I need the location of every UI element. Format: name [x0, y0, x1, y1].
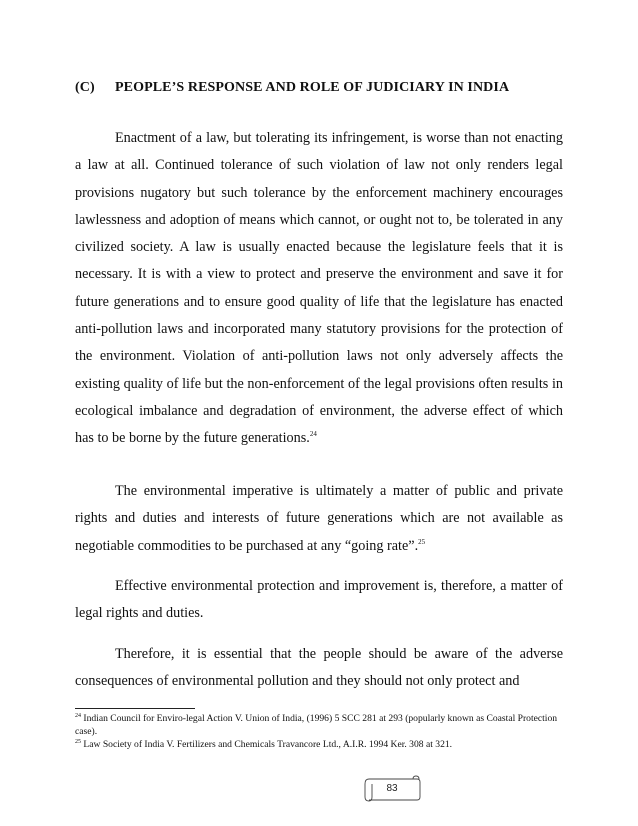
- paragraph-text: Effective environmental protection and improvement is, therefore, a matter of legal rights and duties.: [75, 578, 563, 622]
- footnote-ref: 24: [309, 430, 317, 439]
- paragraph: [75, 125, 563, 453]
- footnote-text: Indian Council for Enviro-legal Action V. Union of India, (1996) 5 SCC 281 at 293 (popularly known as Coastal Protection case).: [75, 713, 558, 737]
- footnote: [75, 738, 563, 751]
- paragraph-text: Therefore, it is essential that the people should be aware of the adverse consequences of environmental pollution and they should not only protect and: [75, 646, 563, 690]
- page-number-scroll: [363, 775, 421, 803]
- footnote-text: Law Society of India V. Fertilizers and Chemicals Travancore Ltd., A.I.R. 1994 Ker. 308 at 321.: [81, 739, 453, 750]
- footnotes: [75, 712, 563, 751]
- paragraph: [75, 478, 563, 560]
- paragraph: [75, 641, 563, 696]
- footnote: [75, 712, 563, 738]
- page-number: 83: [386, 783, 398, 794]
- section-number: (C): [75, 80, 95, 95]
- footnote-mark: 24: [75, 713, 81, 719]
- paragraph-text: Enactment of a law, but tolerating its infringement, is worse than not enacting a law at all. Continued tolerance of such violation of law not only renders legal provisions nugatory but such tolerance by the enforcement machinery encourages lawlessness and adoption of means which cannot, or ought not to, be tolerated in any civilized society. A law is usually enacted because the legislature feels that it is necessary. It is with a view to protect and preserve the environment and save it for future generations and to ensure good quality of life that the legislature has enacted anti-pollution laws and incorporated many statutory provisions for the protection of the environment. Violation of anti-pollution laws not only adversely affects the existing quality of life but the non-enforcement of the legal provisions often results in ecological imbalance and degradation of environment, the adverse effect of which has to be borne by the future generations.: [75, 130, 563, 447]
- paragraph-text: The environmental imperative is ultimately a matter of public and private rights and duties and interests of future generations which are not available as negotiable commodities to be purchased at any “going rate”.: [75, 483, 563, 554]
- section-heading: [75, 80, 563, 96]
- footnote-mark: 25: [75, 739, 81, 745]
- paragraph: [75, 573, 563, 628]
- footnote-divider: [75, 708, 195, 709]
- footnote-ref: 25: [418, 537, 426, 546]
- section-title: PEOPLE’S RESPONSE AND ROLE OF JUDICIARY IN INDIA: [115, 80, 510, 95]
